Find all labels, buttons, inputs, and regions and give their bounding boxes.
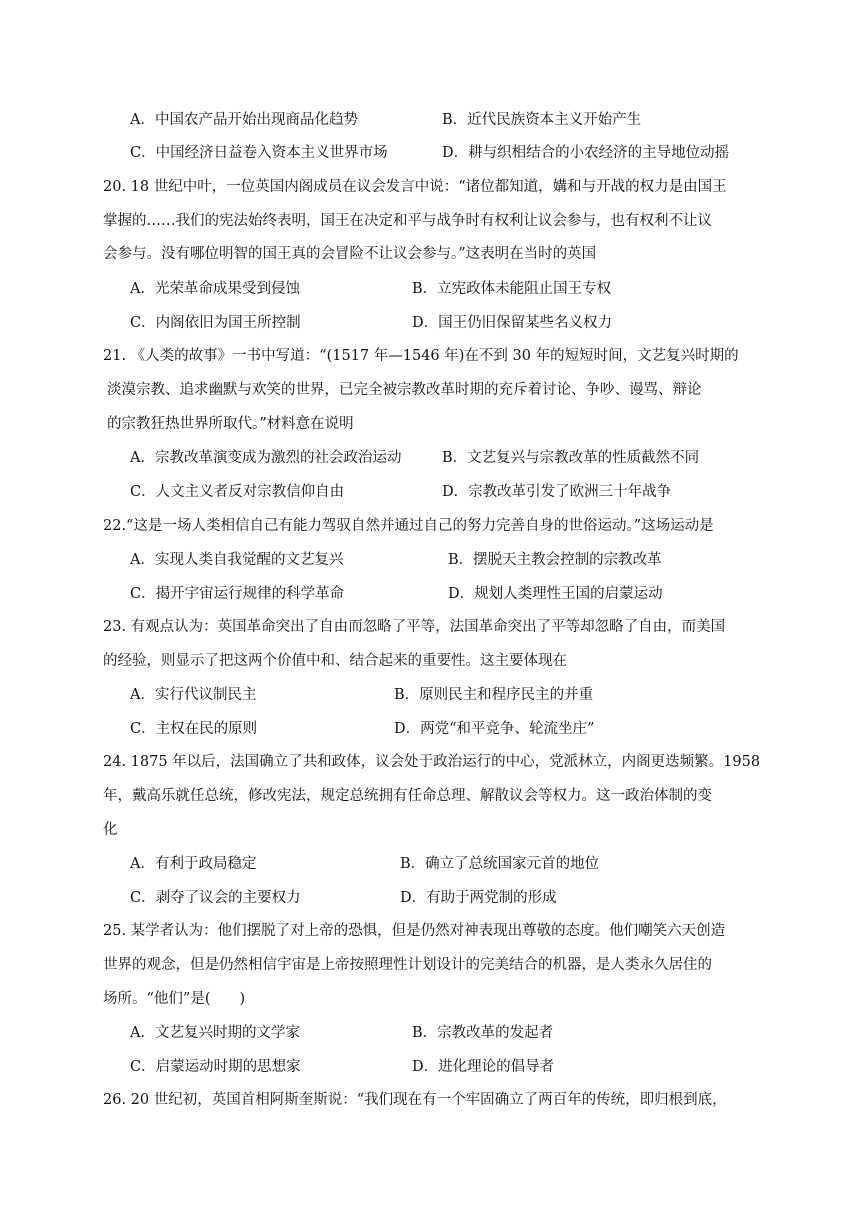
q24-option-a: A．有利于政局稳定: [130, 856, 257, 872]
q23-option-b: B．原则民主和程序民主的并重: [394, 687, 594, 703]
q21-stem-line2: 淡漠宗教、追求幽默与欢笑的世界，已完全被宗教改革时期的充斥着讨论、争吵、谩骂、辩论: [107, 382, 702, 398]
q23-stem-line1: 23. 有观点认为：英国革命突出了自由而忽略了平等，法国革命突出了平等却忽略了自由，而美国: [103, 619, 726, 635]
q21-stem-line1: 21. 《人类的故事》一书中写道：“(1517 年—1546 年)在不到 30 年的短短时间，文艺复兴时期的: [103, 348, 739, 364]
q21-option-a: A．宗教改革演变成为激烈的社会政治运动: [130, 450, 402, 466]
q25-option-a: A．文艺复兴时期的文学家: [130, 1025, 300, 1041]
q23-option-a: A．实行代议制民主: [130, 687, 257, 703]
q22-stem-line1: 22.“这是一场人类相信自己有能力驾驭自然并通过自己的努力完善自身的世俗运动。”这场运动是: [103, 518, 714, 534]
q21-stem-line3: 的宗教狂热世界所取代。”材料意在说明: [107, 416, 354, 432]
q24-stem-line2: 年，戴高乐就任总统，修改宪法，规定总统拥有任命总理、解散议会等权力。这一政治体制的变: [103, 788, 712, 804]
q23-option-d: D．两党“和平竞争、轮流坐庄”: [394, 721, 595, 737]
q24-option-b: B．确立了总统国家元首的地位: [400, 856, 600, 872]
q20-option-b: B．立宪政体未能阻止国王专权: [412, 281, 612, 297]
q26-stem-line1: 26. 20 世纪初，英国首相阿斯奎斯说：“我们现在有一个牢固确立了两百年的传统，即归根到底，: [103, 1092, 727, 1108]
q19-option-a: A．中国农产品开始出现商品化趋势: [130, 112, 358, 128]
q20-stem-line3: 会参与。没有哪位明智的国王真的会冒险不让议会参与。”这表明在当时的英国: [103, 246, 597, 262]
q25-option-d: D．进化理论的倡导者: [412, 1059, 555, 1075]
q25-option-c: C．启蒙运动时期的思想家: [130, 1059, 301, 1075]
q21-option-b: B．文艺复兴与宗教改革的性质截然不同: [442, 450, 700, 466]
q21-option-d: D．宗教改革引发了欧洲三十年战争: [442, 484, 672, 500]
q24-option-c: C．剥夺了议会的主要权力: [130, 890, 301, 906]
q22-option-b: B．摆脱天主教会控制的宗教改革: [448, 552, 662, 568]
q19-option-d: D．耕与织相结合的小农经济的主导地位动摇: [442, 145, 730, 161]
q20-stem-line1: 20. 18 世纪中叶，一位英国内阁成员在议会发言中说：“诸位都知道，媾和与开战的权力是由国王: [103, 179, 727, 195]
q23-option-c: C．主权在民的原则: [130, 721, 258, 737]
q22-option-d: D．规划人类理性王国的启蒙运动: [448, 586, 663, 602]
q25-stem-line2: 世界的观念，但是仍然相信宇宙是上帝按照理性计划设计的完美结合的机器，是人类永久居住的: [103, 957, 712, 973]
q20-option-d: D．国王仍旧保留某些名义权力: [412, 315, 613, 331]
q23-stem-line2: 的经验，则显示了把这两个价值中和、结合起来的重要性。这主要体现在: [103, 653, 567, 669]
q19-option-c: C．中国经济日益卷入资本主义世界市场: [130, 145, 388, 161]
q20-option-a: A．光荣革命成果受到侵蚀: [130, 281, 300, 297]
q24-stem-line3: 化: [103, 822, 118, 838]
q24-option-d: D．有助于两党制的形成: [400, 890, 557, 906]
q20-option-c: C．内阁依旧为国王所控制: [130, 315, 301, 331]
q25-stem-line1: 25. 某学者认为：他们摆脱了对上帝的恐惧，但是仍然对神表现出尊敬的态度。他们嘲笑六天创造: [103, 923, 726, 939]
q25-stem-line3: 场所。“他们”是( ): [103, 991, 246, 1007]
q25-option-b: B．宗教改革的发起者: [412, 1025, 554, 1041]
q22-option-a: A．实现人类自我觉醒的文艺复兴: [130, 552, 344, 568]
q24-stem-line1: 24. 1875 年以后，法国确立了共和政体，议会处于政治运行的中心，党派林立，内阁更迭频繁。1958: [103, 754, 761, 770]
q19-option-b: B．近代民族资本主义开始产生: [442, 112, 642, 128]
q20-stem-line2: 掌握的……我们的宪法始终表明，国王在决定和平与战争时有权利让议会参与，也有权利不让议: [103, 213, 712, 229]
q21-option-c: C．人文主义者反对宗教信仰自由: [130, 484, 345, 500]
q22-option-c: C．揭开宇宙运行规律的科学革命: [130, 586, 345, 602]
